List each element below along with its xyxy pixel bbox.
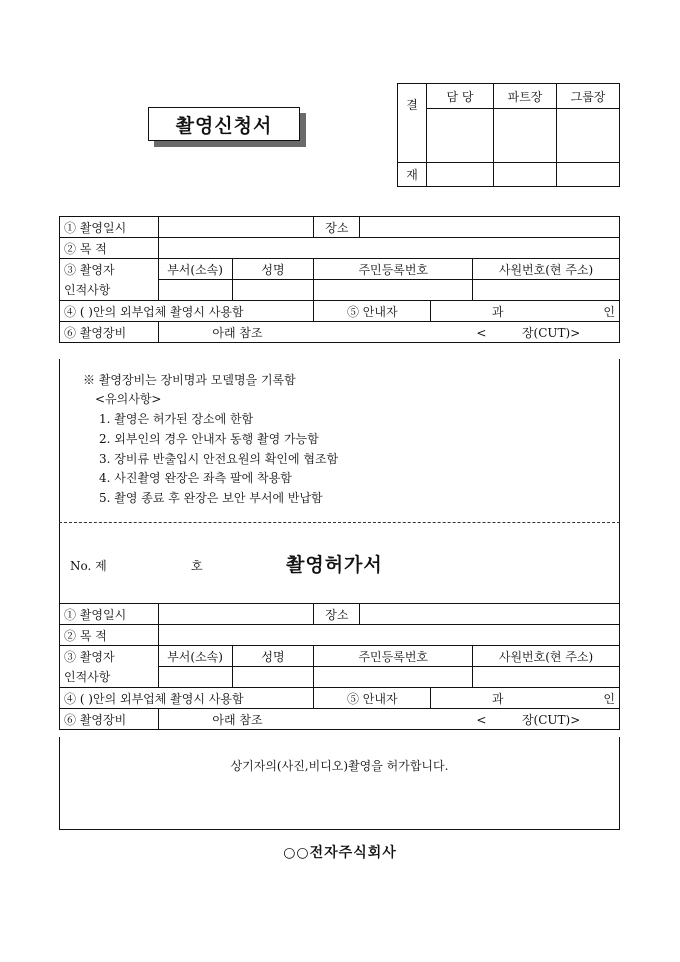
- place-field[interactable]: [360, 217, 620, 238]
- shoot-date-label: ① 촬영일시: [60, 217, 159, 238]
- permit-external-company-note: ④ ( )안의 외부업체 촬영시 사용함: [60, 688, 314, 709]
- notes-main: ※ 촬영장비는 장비명과 모델명을 기록함: [83, 373, 296, 387]
- name-header: 성명: [232, 259, 314, 280]
- external-company-note: ④ ( )안의 외부업체 촬영시 사용함: [60, 301, 314, 322]
- permit-place-label: 장소: [314, 604, 360, 625]
- shoot-date-field[interactable]: [158, 217, 314, 238]
- approval-date-staff[interactable]: [427, 162, 494, 186]
- permit-resident-number-header: 주민등록번호: [314, 646, 473, 667]
- permit-resident-number-field[interactable]: [314, 667, 473, 688]
- guide-field[interactable]: [431, 301, 620, 322]
- approval-side-bottom: 재: [398, 162, 427, 186]
- purpose-field[interactable]: [158, 238, 619, 259]
- request-title: [148, 107, 300, 141]
- approval-header-group-leader: 그룹장: [557, 84, 620, 109]
- name-field[interactable]: [232, 280, 314, 301]
- personal-info-label: 인적사항: [60, 280, 159, 301]
- permit-name-header: 성명: [232, 646, 314, 667]
- permit-equipment-cut: 장(CUT)>: [521, 712, 581, 727]
- approval-header-staff: 담 당: [427, 84, 494, 109]
- request-form-table: [59, 216, 620, 343]
- resident-number-field[interactable]: [314, 280, 473, 301]
- permit-form-table: [59, 603, 620, 730]
- approval-date-group-leader[interactable]: [557, 162, 620, 186]
- permit-personal-info-label: 인적사항: [60, 667, 159, 688]
- photographer-label: ③ 촬영자: [60, 259, 159, 280]
- permit-equipment-lt: <: [476, 712, 487, 727]
- permit-no-label: No. 제: [70, 559, 107, 573]
- resident-number-header: 주민등록번호: [314, 259, 473, 280]
- permit-employee-number-header: 사원번호(현 주소): [473, 646, 620, 667]
- permit-purpose-label: ② 목 적: [60, 625, 159, 646]
- permit-title: 촬영허가서: [286, 554, 383, 576]
- permit-employee-number-field[interactable]: [473, 667, 620, 688]
- notes-item: 4. 사진촬영 완장은 좌측 팔에 착용함: [99, 471, 292, 485]
- permit-statement-box: [59, 737, 620, 830]
- purpose-label: ② 목 적: [60, 238, 159, 259]
- place-label: 장소: [314, 217, 360, 238]
- permit-place-field[interactable]: [360, 604, 620, 625]
- guide-dept: 과: [491, 304, 504, 319]
- guide-person: 인: [603, 304, 615, 319]
- dept-field[interactable]: [158, 280, 232, 301]
- permit-guide-dept: 과: [491, 691, 504, 706]
- permit-name-field[interactable]: [232, 667, 314, 688]
- equipment-field[interactable]: [158, 322, 619, 343]
- permit-purpose-field[interactable]: [158, 625, 619, 646]
- employee-number-field[interactable]: [473, 280, 620, 301]
- equipment-lt: <: [476, 325, 487, 340]
- approval-sign-part-leader[interactable]: [494, 109, 557, 163]
- notes-item: 1. 촬영은 허가된 장소에 한함: [99, 412, 254, 426]
- permit-dept-header: 부서(소속): [158, 646, 232, 667]
- employee-number-header: 사원번호(현 주소): [473, 259, 620, 280]
- permit-dept-field[interactable]: [158, 667, 232, 688]
- equipment-ref: 아래 참조: [212, 325, 263, 340]
- guide-label: ⑤ 안내자: [314, 301, 431, 322]
- company-name: ○○전자주식회사: [283, 845, 397, 861]
- permit-equipment-label: ⑥ 촬영장비: [60, 709, 159, 730]
- permit-equipment-ref: 아래 참조: [212, 712, 263, 727]
- notes-item: 5. 촬영 종료 후 완장은 보안 부서에 반납함: [99, 491, 323, 505]
- notes-item: 3. 장비류 반출입시 안전요원의 확인에 협조함: [99, 452, 339, 466]
- notes-section: [59, 359, 620, 522]
- permit-shoot-date-field[interactable]: [158, 604, 314, 625]
- equipment-label: ⑥ 촬영장비: [60, 322, 159, 343]
- permit-guide-person: 인: [603, 691, 615, 706]
- permit-ho: 호: [191, 559, 203, 573]
- approval-header-part-leader: 파트장: [494, 84, 557, 109]
- equipment-cut: 장(CUT)>: [521, 325, 581, 340]
- notes-item: 2. 외부인의 경우 안내자 동행 촬영 가능함: [99, 432, 319, 446]
- permit-shoot-date-label: ① 촬영일시: [60, 604, 159, 625]
- permit-guide-label: ⑤ 안내자: [314, 688, 431, 709]
- approval-sign-staff[interactable]: [427, 109, 494, 163]
- approval-date-part-leader[interactable]: [494, 162, 557, 186]
- notes-subtitle: <유의사항>: [95, 392, 162, 406]
- permit-equipment-field[interactable]: [158, 709, 619, 730]
- permit-statement: 상기자의(사진,비디오)촬영을 허가합니다.: [230, 759, 449, 773]
- dept-header: 부서(소속): [158, 259, 232, 280]
- permit-header: [59, 523, 620, 603]
- approval-sign-group-leader[interactable]: [557, 109, 620, 163]
- approval-side-top: 결: [398, 84, 427, 163]
- permit-guide-field[interactable]: [431, 688, 620, 709]
- approval-table: [397, 83, 620, 187]
- request-title-text: 촬영신청서: [175, 114, 273, 137]
- permit-photographer-label: ③ 촬영자: [60, 646, 159, 667]
